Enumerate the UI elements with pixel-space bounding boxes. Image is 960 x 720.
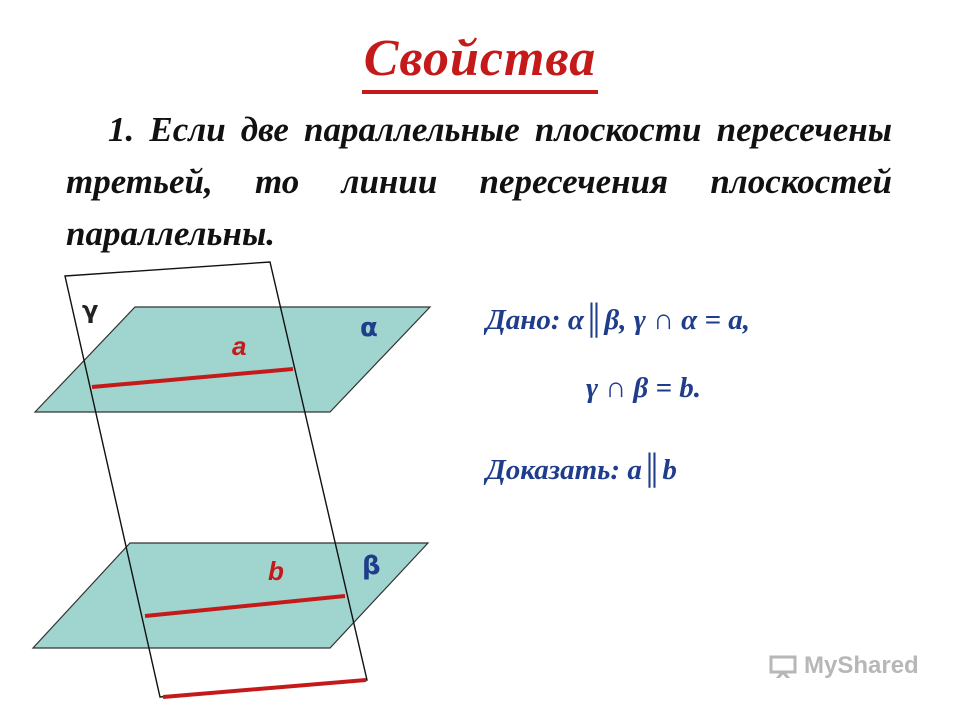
watermark-text: MyShared (804, 652, 919, 679)
given-line-2: γ ∩ β = b. (586, 372, 702, 404)
label-line-a: a (232, 331, 247, 361)
presentation-icon (768, 654, 798, 678)
label-beta: β (362, 551, 381, 581)
label-gamma: γ (82, 296, 99, 324)
gamma-bottom-edge (163, 680, 366, 697)
prove-statement: Доказать: a║b (486, 454, 677, 486)
property-statement: 1. Если две параллельные плоскости пересечены третьей, то линии пересечения плоскостей параллельны. (66, 110, 892, 253)
label-line-b: b (268, 556, 284, 586)
given-line-1: Дано: α║β, γ ∩ α = a, (486, 304, 750, 336)
label-alpha: α (360, 313, 378, 343)
watermark (768, 652, 919, 680)
slide-title-text: Свойства (362, 28, 599, 94)
